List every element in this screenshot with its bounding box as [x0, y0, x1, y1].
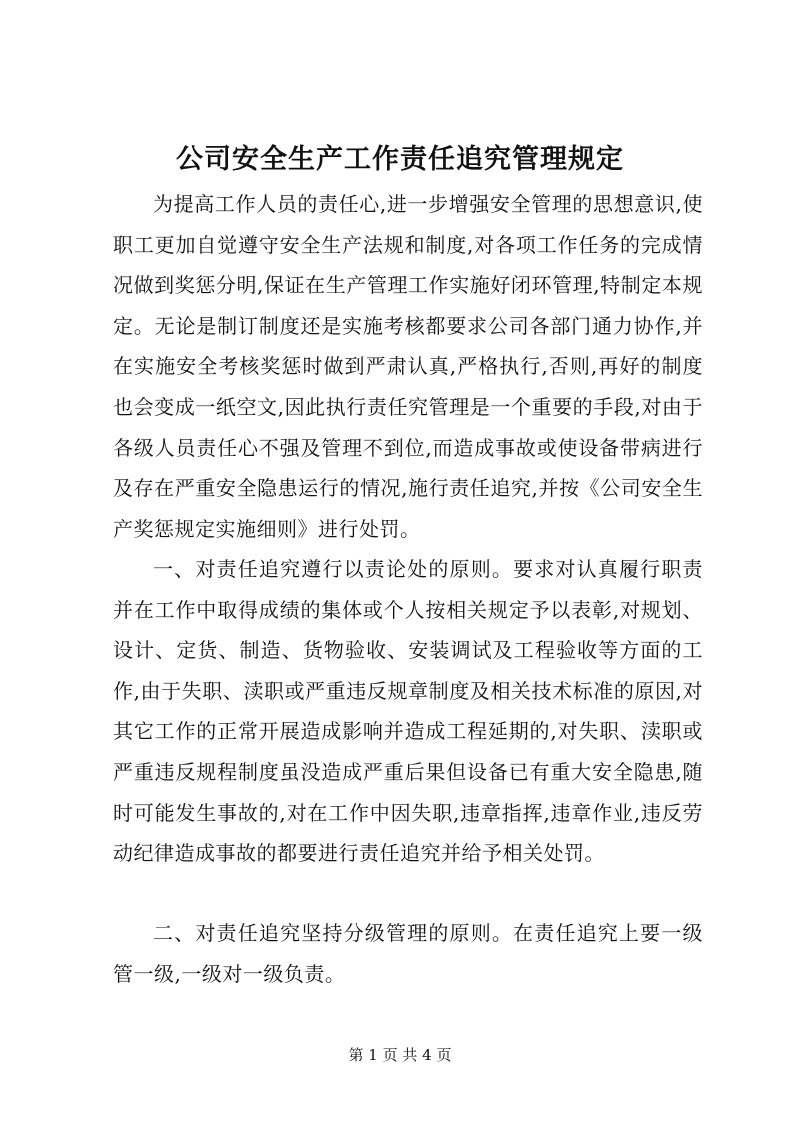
document-title: 公司安全生产工作责任追究管理规定	[176, 144, 624, 175]
paragraph-intro: 为提高工作人员的责任心,进一步增强安全管理的思想意识,使职工更加自觉遵守安全生产法规和制度,对各项工作任务的完成情况做到奖惩分明,保证在生产管理工作实施好闭环管理,特制定本规定。无论是制订制度还是实施考核都要求公司各部门通力协作,并在实施安全考核奖惩时做到严肃认真,严格执行,否则,再好的制度也会变成一纸空文,因此执行责任究管理是一个重要的手段,对由于各级人员责任心不强及管理不到位,而造成事故或使设备带病进行及存在严重安全隐患运行的情况,施行责任追究,并按《公司安全生产奖惩规定实施细则》进行处罚。	[113, 192, 703, 541]
paragraph-principle-one: 一、对责任追究遵行以责论处的原则。要求对认真履行职责并在工作中取得成绩的集体或个人按相关规定予以表彰,对规划、设计、定货、制造、货物验收、安装调试及工程验收等方面的工作,由于失职、渎职或严重违反规章制度及相关技术标准的原因,对其它工作的正常开展造成影响并造成工程延期的,对失职、渎职或严重违反规程制度虽没造成严重后果但设备已有重大安全隐患,随时可能发生事故的,对在工作中因失职,违章指挥,违章作业,违反劳动纪律造成事故的都要进行责任追究并给予相关处罚。	[113, 557, 703, 866]
paragraph-principle-two: 二、对责任追究坚持分级管理的原则。在责任追究上要一级管一级,一级对一级负责。	[113, 921, 703, 986]
page-number-footer: 第 1 页 共 4 页	[348, 1046, 452, 1064]
